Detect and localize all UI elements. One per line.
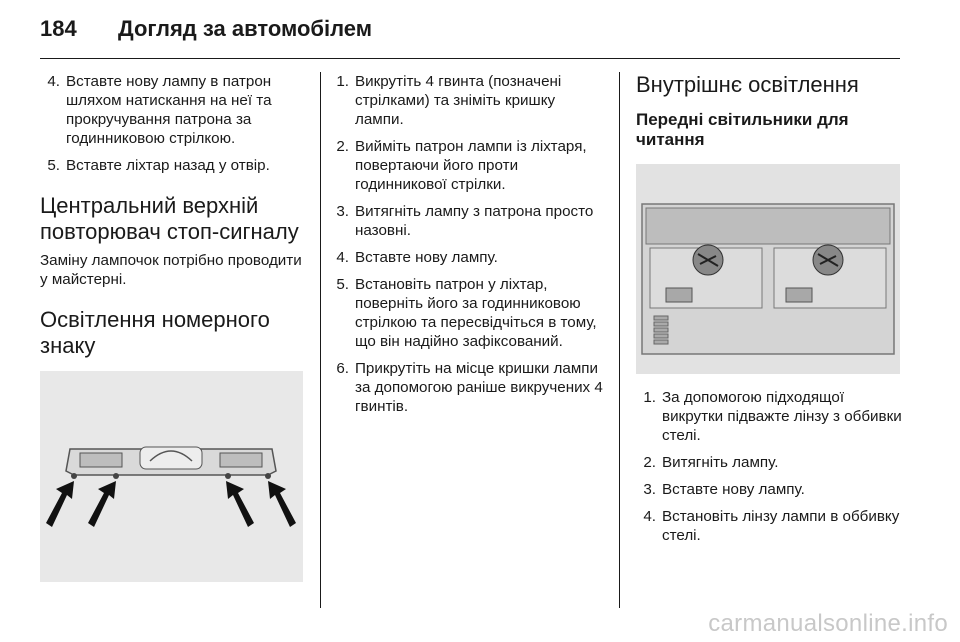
brake-light-text: Заміну лампочок потрібно проводити у майстерні. [40,252,302,288]
watermark: carmanualsonline.info [708,610,948,637]
subheading-reading-lights: Передні світильники для читання [636,110,849,149]
list-item: 2. Витягніть лампу. [643,454,779,471]
bulb-socket-icon [693,245,723,275]
list-item: 4. Вставте нову лампу. [336,249,498,266]
list-item: 6. Прикрутіть на місце кришки лампи за допомогою раніше викручених 4 гвинтів. [336,360,603,415]
list-item: 1. Викрутіть 4 гвинта (позначені стрілками) та зніміть кришку лампи. [336,73,562,128]
list-item: 1. За допомогою підходящої викрутки підважте лінзу з оббивки стелі. [643,389,902,444]
steps-list-reading-light [636,388,904,545]
page-number: 184 [40,16,77,41]
list-item: 3. Витягніть лампу з патрона просто назовні. [336,203,594,239]
heading-brake-light: Центральний верхній повторювач стоп-сигналу [40,193,299,244]
list-item: 2. Вийміть патрон лампи із ліхтаря, повертаючи його проти годинникової стрілки. [336,138,587,193]
column-right [636,72,904,553]
column-divider [619,72,620,608]
reading-light-illustration [636,164,900,374]
figure-reading-light [636,164,900,374]
arrow-icon [268,481,296,527]
column-left [40,72,305,582]
arrow-icon [46,481,74,527]
chapter-title: Догляд за автомобілем [118,16,373,41]
steps-list-bulb-insert [40,72,305,175]
arrow-icon [88,481,116,527]
arrow-icon [226,481,254,527]
column-middle [333,72,605,424]
page-header [40,14,900,59]
list-item: 4. Вставте нову лампу в патрон шляхом натискання на неї та прокручування патрона за годинниковою стрілкою. [47,73,272,147]
list-item: 4. Встановіть лінзу лампи в оббивку стелі. [643,508,900,544]
list-item: 5. Вставте ліхтар назад у отвір. [47,157,270,174]
bulb-socket-icon [813,245,843,275]
licence-plate-illustration [40,371,303,582]
heading-interior-lighting: Внутрішнє освітлення [636,72,859,97]
list-item: 5. Встановіть патрон у ліхтар, поверніть його за годинниковою стрілкою та пересвідчіться в тому, що він надійно зафіксований. [336,276,597,350]
figure-licence-plate-light [40,371,303,582]
steps-list-plate-light [333,72,605,416]
heading-plate-light: Освітлення номерного знаку [40,307,270,358]
list-item: 3. Вставте нову лампу. [643,481,805,498]
column-divider [320,72,321,608]
